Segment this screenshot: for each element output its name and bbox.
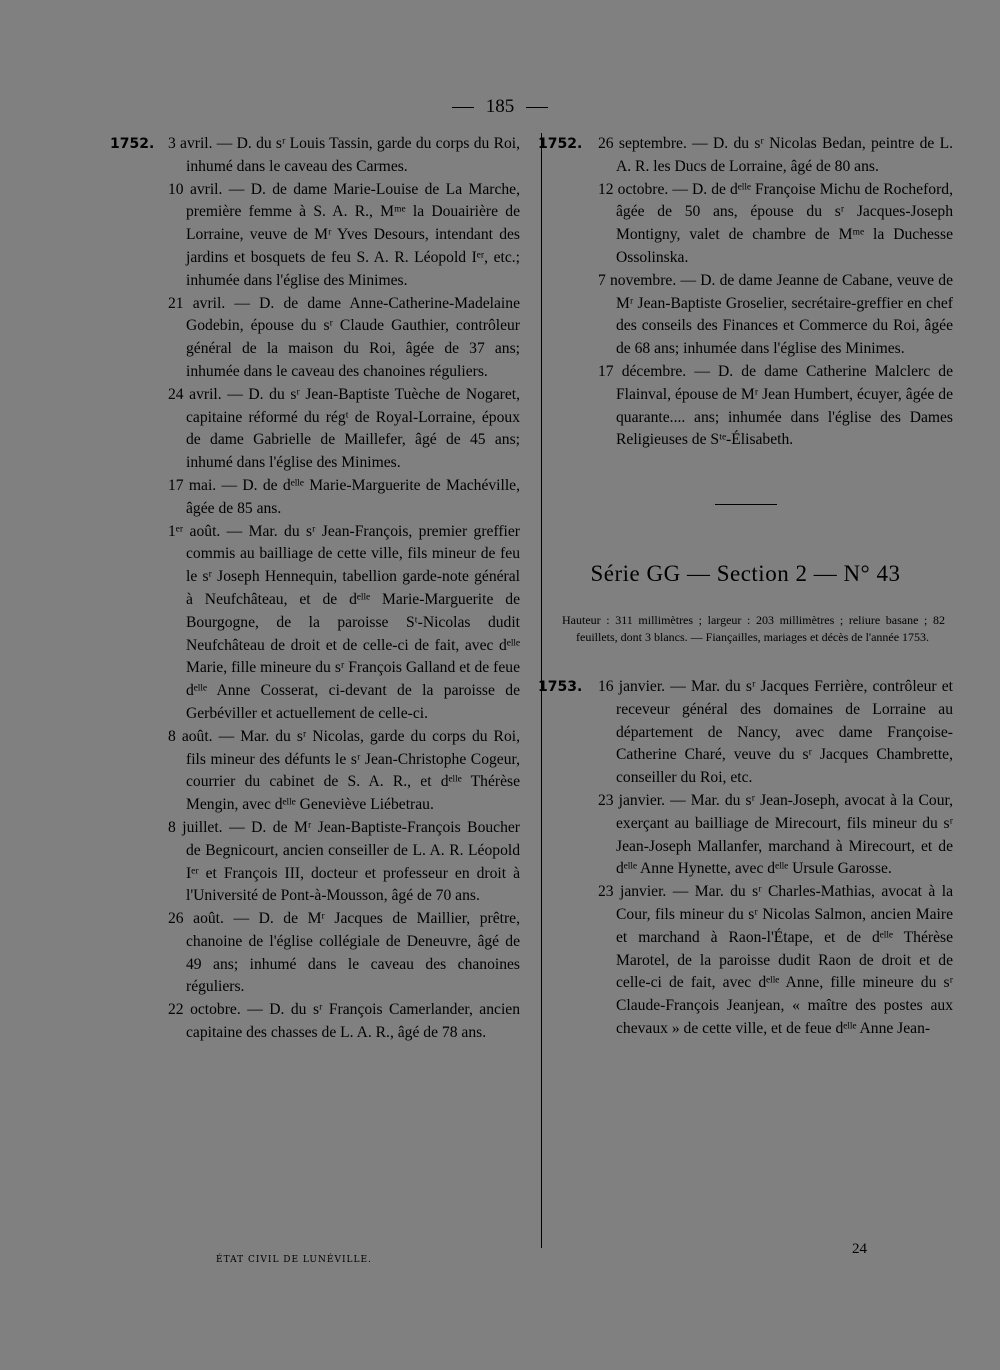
register-entry: [538, 179, 953, 270]
entries-1753: [538, 676, 953, 1041]
register-entry: [110, 999, 520, 1045]
register-entry: [110, 293, 520, 384]
entries-1752: [538, 133, 953, 452]
register-entry: [110, 133, 520, 179]
right-column: [538, 133, 953, 1041]
entry-text: 8 juillet. — D. de Mʳ Jean-Baptiste-François Boucher de Begnicourt, ancien conseiller de L. A. R. Léopold Iᵉʳ et François III, docteur et professeur en droit à l'Université de Pont-à-Mousson, âgé de 70 ans.: [168, 818, 520, 905]
register-entry: [110, 817, 520, 908]
register-entry: [538, 790, 953, 881]
entry-text: 12 octobre. — D. de dᵉˡˡᵉ Françoise Michu de Rocheford, âgée de 50 ans, épouse du sʳ Jacques-Joseph Montigny, valet de chambre de Mᵐᵉ la Duchesse Ossolinska.: [598, 180, 953, 266]
entry-text: 26 août. — D. de Mʳ Jacques de Maillier, prêtre, chanoine de l'église collégiale de Deneuvre, âgé de 49 ans; inhumé dans le caveau des chanoines réguliers.: [168, 910, 520, 996]
register-entry: [110, 384, 520, 475]
entry-text: 7 novembre. — D. de dame Jeanne de Cabane, veuve de Mʳ Jean-Baptiste Groselier, secrétaire-greffier en chef des conseils des Finances et Commerce du Roi, âgée de 68 ans; inhumée dans l'église des Minimes.: [598, 271, 953, 358]
entry-text: 24 avril. — D. du sʳ Jean-Baptiste Tuèche de Nogaret, capitaine réformé du régᵗ de Royal-Lorraine, époux de dame Gabrielle de Maillefer, âgé de 45 ans; inhumé dans l'église des Minimes.: [168, 385, 520, 472]
dash-right: [526, 107, 548, 108]
register-entry: [110, 908, 520, 999]
entry-text: 22 octobre. — D. du sʳ François Camerlander, ancien capitaine des chasses de L. A. R., âgé de 78 ans.: [168, 1001, 520, 1042]
entry-text: 21 avril. — D. de dame Anne-Catherine-Madelaine Godebin, épouse du sʳ Claude Gauthier, contrôleur général de la maison du Roi, âgée de 37 ans; inhumée dans le caveau des chanoines réguliers.: [168, 294, 520, 380]
page-number-value: 185: [485, 96, 515, 117]
register-entry: [110, 475, 520, 521]
section-separator: [715, 504, 777, 505]
entry-year: 1752.: [538, 136, 583, 152]
entry-text: 17 mai. — D. de dᵉˡˡᵉ Marie-Marguerite de Machéville, âgée de 85 ans.: [168, 476, 520, 517]
entry-text: 16 janvier. — Mar. du sʳ Jacques Ferrière, contrôleur et receveur général des domaines de Lorraine au département de Nancy, avec dame Françoise-Catherine Charé, veuve du sʳ Jacques Chambrette, conseiller du Roi, etc.: [598, 677, 953, 787]
register-entry: [110, 726, 520, 817]
entry-text: 17 décembre. — D. de dame Catherine Malclerc de Flainval, épouse de Mʳ Jean Humbert, écuyer, âgée de quarante.... ans; inhumée dans l'église des Dames Religieuses de Sᵗᵉ-Élisabeth.: [598, 362, 953, 449]
register-entry: [538, 133, 953, 179]
entry-text: 23 janvier. — Mar. du sʳ Charles-Mathias, avocat à la Cour, fils mineur du sʳ Nicolas Salmon, ancien Maire et marchand à Raon-l'Étape, et de dᵉˡˡᵉ Thérèse Marotel, de la paroisse dudit Raon de droit et de celle-ci de fait, avec dᵉˡˡᵉ Anne, fille mineure du sʳ Claude-François Jeanjean, « maître des postes aux chevaux » de cette ville, et de feue dᵉˡˡᵉ Anne Jean-: [598, 883, 953, 1037]
series-description: Hauteur : 311 millimètres ; largeur : 203 millimètres ; reliure basane ; 82 feuillets, dont 3 blancs. — Fiançailles, mariages et décès de l'année 1753.: [562, 612, 945, 644]
register-entry: [538, 676, 953, 790]
register-entry: [538, 881, 953, 1041]
footer-signature-line: ÉTAT CIVIL DE LUNÉVILLE.: [216, 1255, 372, 1265]
register-entry: [110, 521, 520, 726]
dash-left: [452, 107, 474, 108]
footer-sheet-number: 24: [852, 1241, 867, 1257]
entry-text: 3 avril. — D. du sʳ Louis Tassin, garde du corps du Roi, inhumé dans le caveau des Carmes.: [168, 135, 520, 175]
entry-text: 10 avril. — D. de dame Marie-Louise de La Marche, première femme à S. A. R., Mᵐᵉ la Douairière de Lorraine, veuve de Mʳ Yves Desours, intendant des jardins et bosquets de feu S. A. R. Léopold Iᵉʳ, etc.; inhumée dans l'église des Minimes.: [168, 180, 520, 289]
entry-year: 1753.: [538, 678, 583, 695]
entry-text: 1ᵉʳ août. — Mar. du sʳ Jean-François, premier greffier commis au bailliage de cette ville, fils mineur de feu le sʳ Joseph Hennequin, tabellion garde-note général à Neufchâteau, et de dᵉˡˡᵉ Marie-Marguerite de Bourgogne, de la paroisse Sᵗ-Nicolas dudit Neufchâteau de droit et de celle-ci de fait, avec dᵉˡˡᵉ Marie, fille mineure du sʳ François Galland et de feue dᵉˡˡᵉ Anne Cosserat, ci-devant de la paroisse de Gerbéviller et actuellement de celle-ci.: [168, 522, 520, 722]
register-entry: [110, 179, 520, 293]
register-entry: [538, 361, 953, 452]
entry-text: 8 août. — Mar. du sʳ Nicolas, garde du corps du Roi, fils mineur des défunts le sʳ Jean-Christophe Cogeur, courrier du cabinet de S. A. R., et dᵉˡˡᵉ Thérèse Mengin, avec dᵉˡˡᵉ Geneviève Liébetrau.: [168, 727, 520, 814]
register-entry: [538, 270, 953, 361]
entry-text: 26 septembre. — D. du sʳ Nicolas Bedan, peintre de L. A. R. les Ducs de Lorraine, âgé de 80 ans.: [598, 135, 953, 175]
left-column: [110, 133, 520, 1045]
page-number: [0, 96, 1000, 118]
series-heading: Série GG — Section 2 — N° 43: [590, 561, 901, 587]
entry-year: 1752.: [110, 136, 155, 152]
entry-text: 23 janvier. — Mar. du sʳ Jean-Joseph, avocat à la Cour, exerçant au bailliage de Mirecourt, fils mineur du sʳ Jean-Joseph Mallanfer, marchand à Mirecourt, et de dᵉˡˡᵉ Anne Hynette, avec dᵉˡˡᵉ Ursule Garosse.: [598, 791, 953, 878]
